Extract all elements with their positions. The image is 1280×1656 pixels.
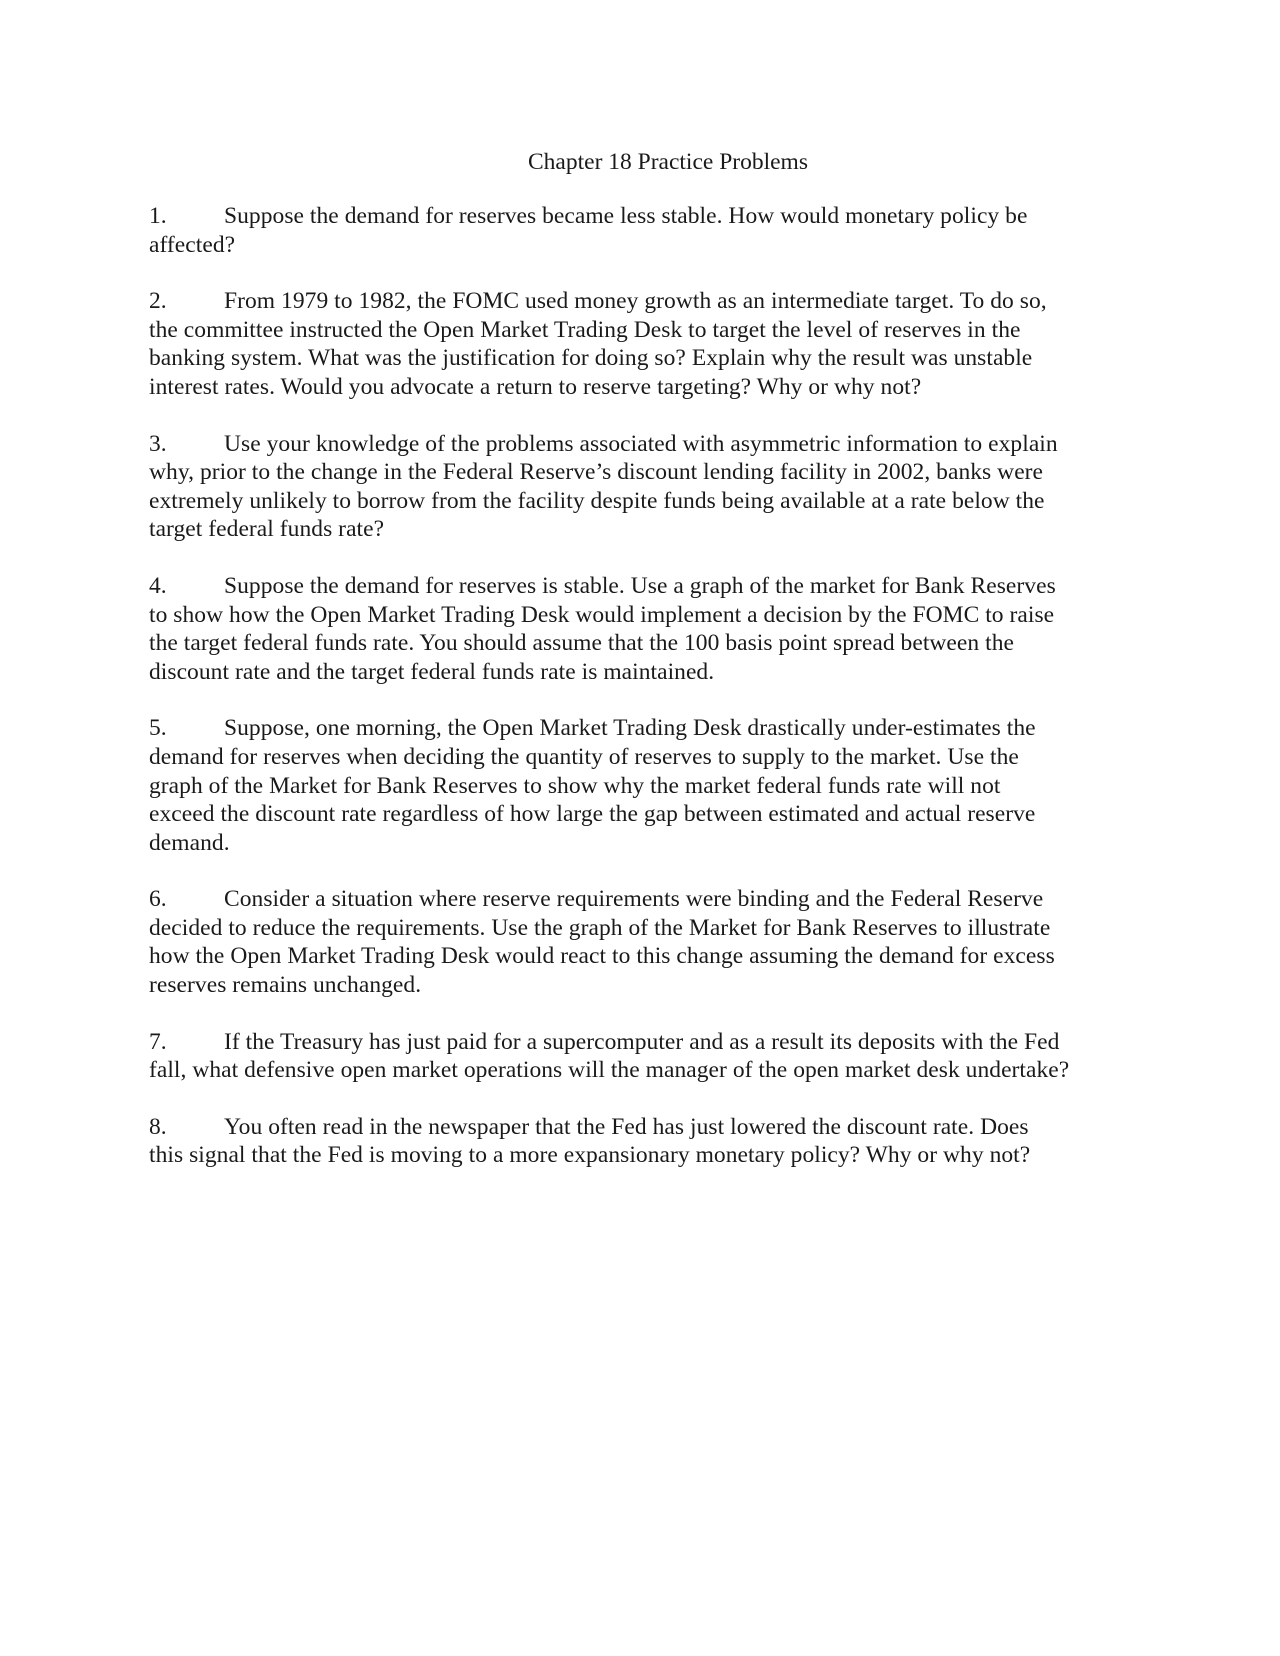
problem-number: 8. [149,1113,167,1140]
problem-text-line: Use your knowledge of the problems associated with asymmetric information to explain [224,430,1058,457]
problem-text-line: interest rates. Would you advocate a return to reserve targeting? Why or why not? [149,373,922,400]
problem-1 [149,202,1149,259]
problem-text-line: this signal that the Fed is moving to a more expansionary monetary policy? Why or why not? [149,1142,1031,1169]
problem-text-line: Suppose the demand for reserves is stable. Use a graph of the market for Bank Reserves [224,572,1056,599]
problem-text-line: Suppose the demand for reserves became less stable. How would monetary policy be [224,203,1028,229]
problem-text-line: extremely unlikely to borrow from the facility despite funds being available at a rate below the [149,487,1045,514]
problem-text-line: If the Treasury has just paid for a supercomputer and as a result its deposits with the Fed [224,1028,1060,1055]
problem-number: 1. [149,203,167,229]
problem-text-line: why, prior to the change in the Federal Reserve’s discount lending facility in 2002, banks were [149,459,1044,486]
problem-text-line: discount rate and the target federal funds rate is maintained. [149,658,715,685]
problem-6 [149,885,1149,999]
problem-number: 2. [149,288,167,315]
problem-list [149,202,1149,1170]
problem-text-line: You often read in the newspaper that the Fed has just lowered the discount rate. Does [224,1113,1029,1140]
problem-text-line: the committee instructed the Open Market Trading Desk to target the level of reserves in the [149,316,1021,343]
problem-text-line: to show how the Open Market Trading Desk would implement a decision by the FOMC to raise [149,601,1055,628]
problem-5 [149,714,1149,857]
problem-text-line: Suppose, one morning, the Open Market Trading Desk drastically under-estimates the [224,715,1036,742]
problem-text-line: exceed the discount rate regardless of how large the gap between estimated and actual reserve [149,801,1036,828]
problem-text-line: how the Open Market Trading Desk would react to this change assuming the demand for excess [149,943,1055,970]
problem-3 [149,430,1149,544]
problem-4 [149,572,1149,686]
problem-text-line: Consider a situation where reserve requirements were binding and the Federal Reserve [224,886,1044,913]
problem-number: 6. [149,886,167,913]
problem-text-line: the target federal funds rate. You should assume that the 100 basis point spread between the [149,630,1014,657]
problem-text-line: reserves remains unchanged. [149,972,422,999]
problem-number: 3. [149,430,167,457]
problem-text-line: From 1979 to 1982, the FOMC used money growth as an intermediate target. To do so, [224,288,1047,315]
problem-text-line: demand for reserves when deciding the quantity of reserves to supply to the market. Use the [149,743,1019,770]
problem-text-line: fall, what defensive open market operations will the manager of the open market desk undertake? [149,1057,1070,1084]
problem-text-line: demand. [149,829,230,856]
problem-7 [149,1028,1149,1085]
problem-number: 7. [149,1028,167,1055]
problem-text-line: affected? [149,231,236,258]
problem-2 [149,287,1149,401]
problem-text-line: target federal funds rate? [149,516,385,543]
document-page [149,148,1149,1198]
problem-text-line: graph of the Market for Bank Reserves to show why the market federal funds rate will not [149,772,1001,799]
problem-number: 5. [149,715,167,742]
problem-number: 4. [149,572,167,599]
problem-8 [149,1113,1149,1170]
problem-text-line: banking system. What was the justification for doing so? Explain why the result was unstable [149,345,1033,372]
page-title: Chapter 18 Practice Problems [528,149,808,175]
problem-text-line: decided to reduce the requirements. Use the graph of the Market for Bank Reserves to illustrate [149,914,1051,941]
